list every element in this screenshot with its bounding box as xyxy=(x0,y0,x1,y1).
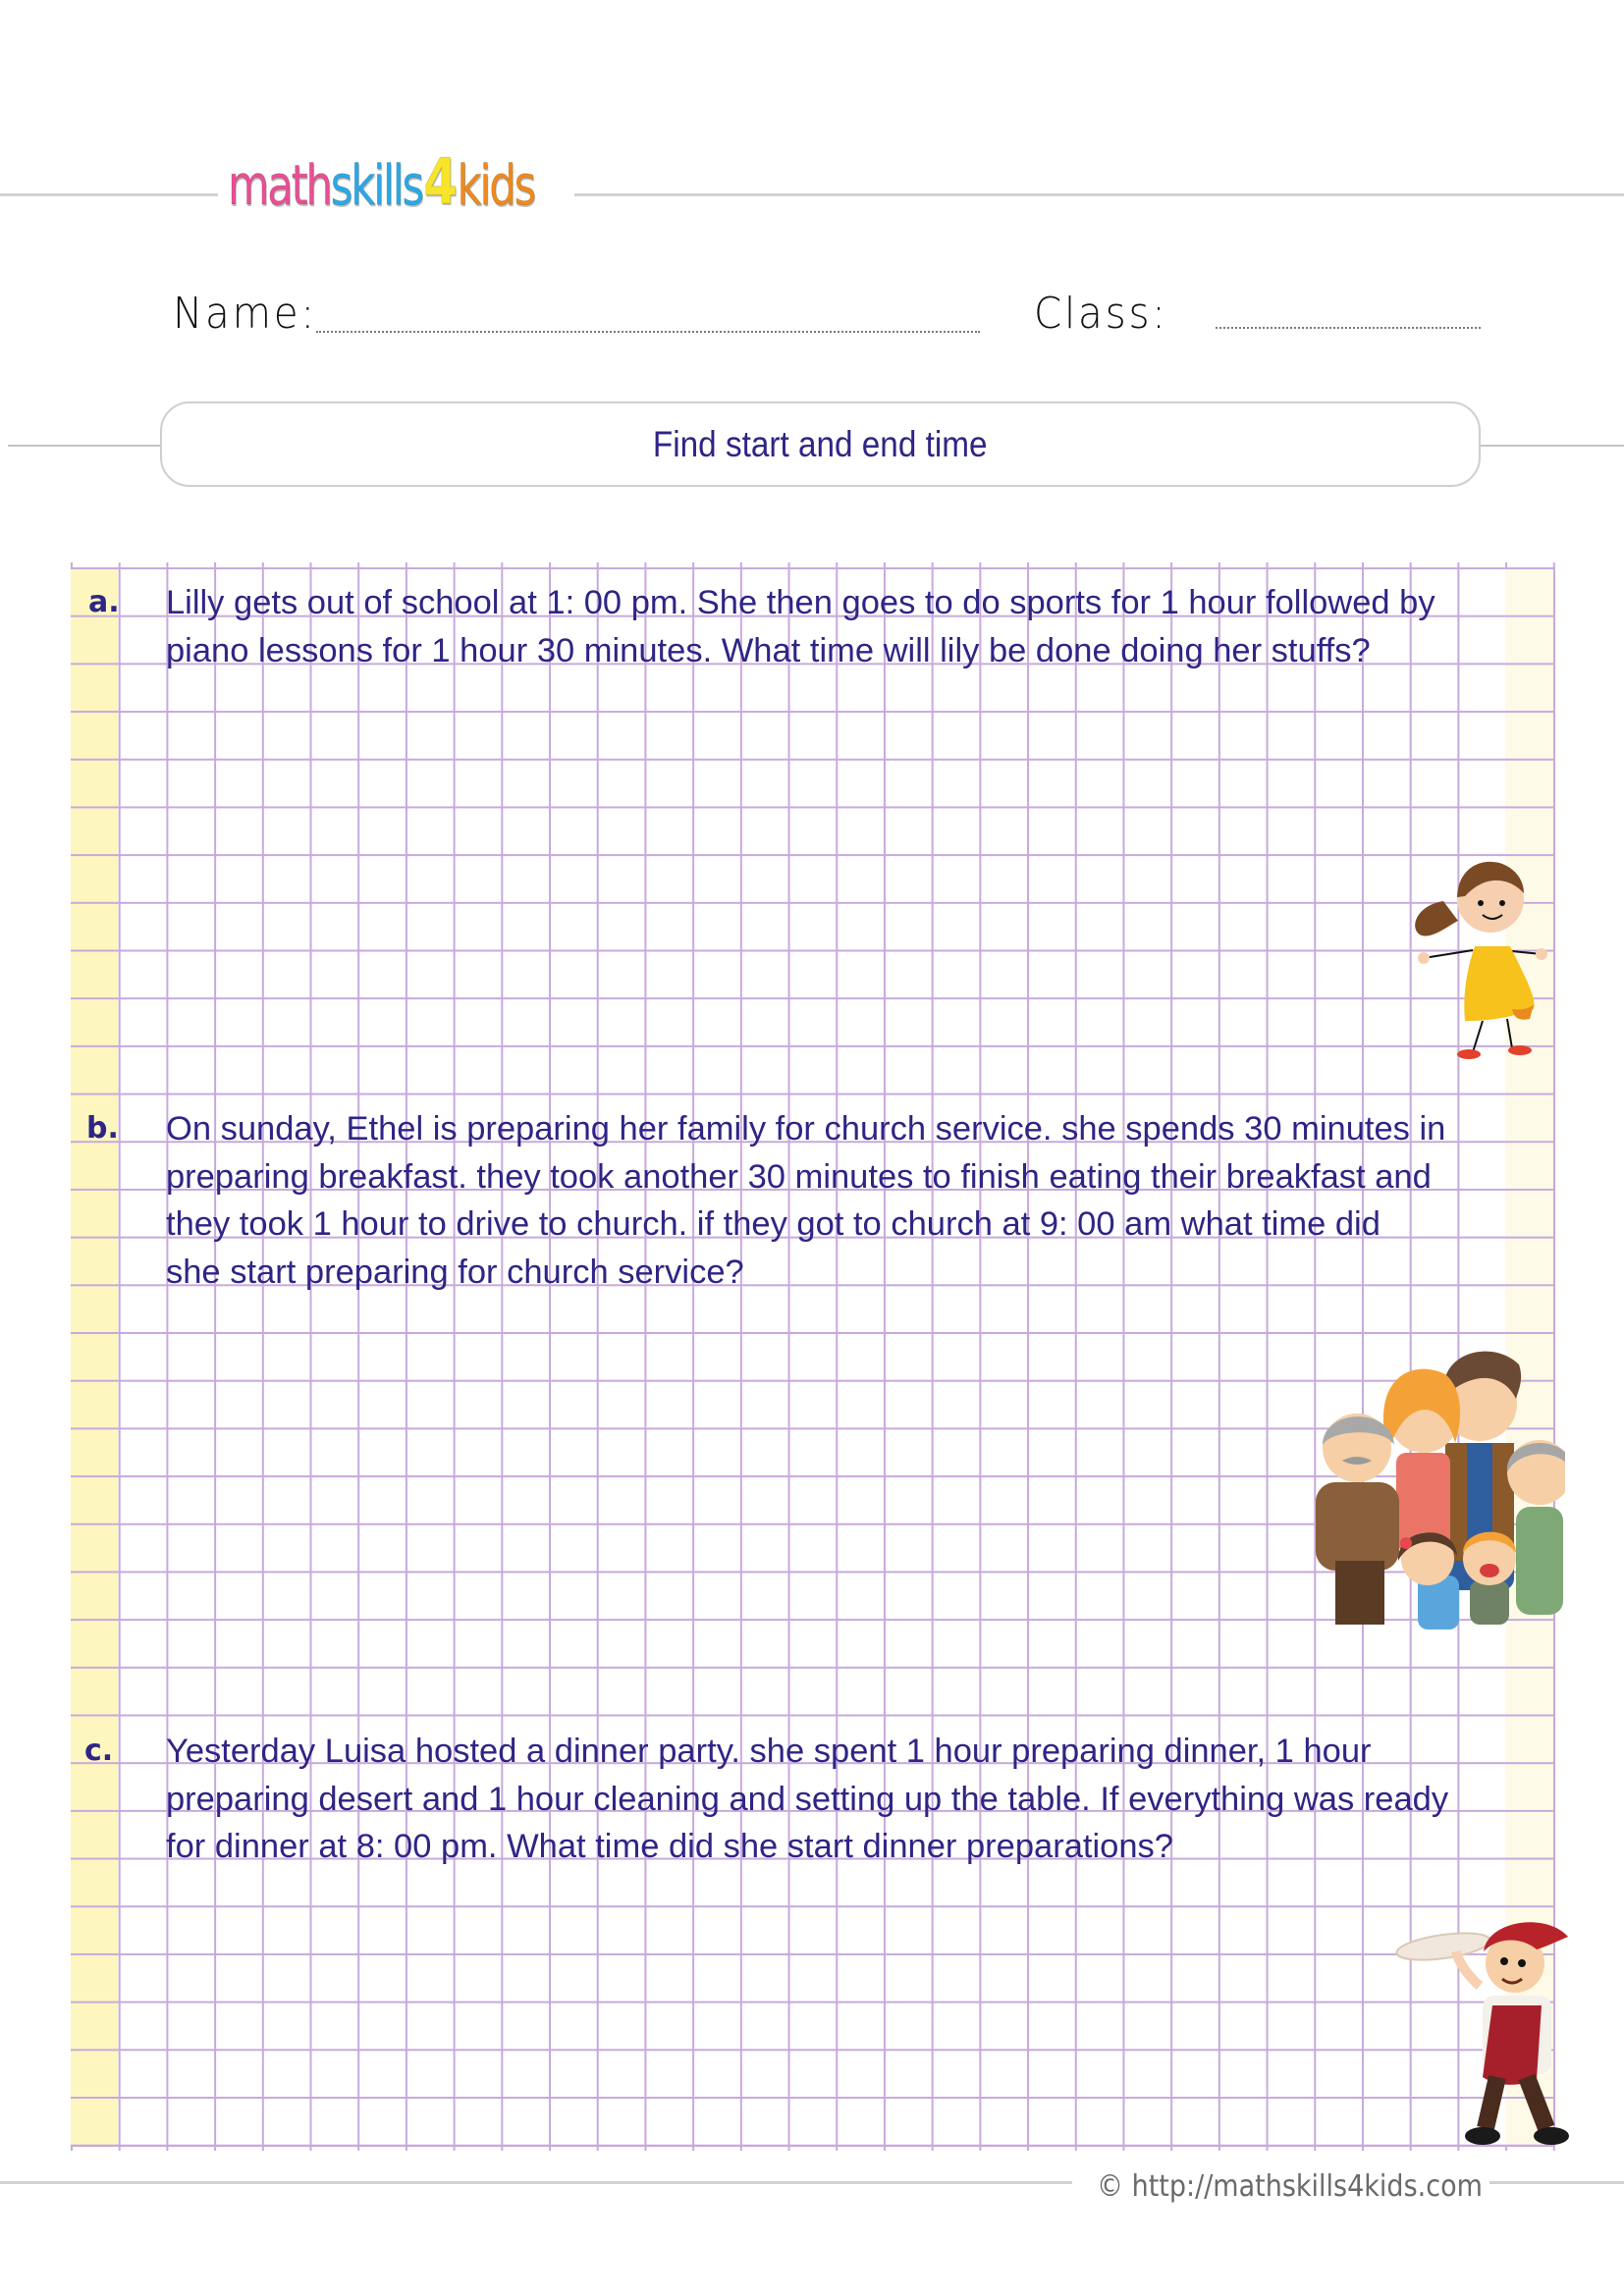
class-label: Class: xyxy=(1034,289,1168,339)
girl-in-yellow-dress-illustration xyxy=(1404,852,1551,1060)
worksheet-title: Find start and end time xyxy=(653,423,988,464)
question-b-label: b. xyxy=(86,1111,119,1146)
mathskills4kids-logo xyxy=(228,146,535,219)
header-rule-left xyxy=(0,193,218,196)
worksheet-title-box xyxy=(160,401,1481,487)
question-c-label: c. xyxy=(84,1734,114,1768)
logo-part-skills: skills xyxy=(330,154,422,218)
question-b-text xyxy=(166,1105,1560,1297)
name-field[interactable] xyxy=(316,331,980,333)
question-c-line-3: for dinner at 8: 00 pm. What time did she start dinner preparations? xyxy=(166,1828,1173,1866)
question-c-line-1: Yesterday Luisa hosted a dinner party. she spent 1 hour preparing dinner, 1 hour xyxy=(166,1733,1372,1770)
title-rule-left xyxy=(8,445,160,447)
logo-part-kids: kids xyxy=(457,154,535,218)
footer-rule-right xyxy=(1489,2181,1624,2184)
question-c-text xyxy=(166,1728,1560,1871)
class-field[interactable] xyxy=(1216,327,1481,329)
question-b-line-1: On sunday, Ethel is preparing her family for church service. she spends 30 minutes in xyxy=(166,1110,1446,1148)
grid-bottom-ticks xyxy=(71,2145,1555,2151)
left-margin-column xyxy=(71,567,118,2145)
question-a-text xyxy=(166,579,1560,674)
question-c-line-2: preparing desert and 1 hour cleaning and setting up the table. If everything was ready xyxy=(166,1780,1449,1818)
logo-part-4: 4 xyxy=(423,146,456,219)
footer-rule-left xyxy=(0,2181,1072,2184)
question-a-label: a. xyxy=(88,585,120,619)
question-a-line-1: Lilly gets out of school at 1: 00 pm. She then goes to do sports for 1 hour followed by xyxy=(166,584,1435,621)
name-label: Name: xyxy=(173,289,317,339)
header-rule-right xyxy=(574,193,1624,196)
question-b-line-3: they took 1 hour to drive to church. if they got to church at 9: 00 am what time did xyxy=(166,1205,1380,1244)
question-a-line-2: piano lessons for 1 hour 30 minutes. What time will lily be done doing her stuffs? xyxy=(166,631,1371,669)
logo-part-math: math xyxy=(228,154,331,218)
pizza-chef-illustration xyxy=(1389,1912,1578,2148)
title-rule-right xyxy=(1481,445,1624,447)
footer-copyright-link[interactable]: © http://mathskills4kids.com xyxy=(1097,2169,1483,2204)
question-b-line-2: preparing breakfast. they took another 30 minutes to finish eating their breakfast and xyxy=(166,1157,1432,1196)
family-group-illustration xyxy=(1298,1335,1565,1634)
question-b-line-4: she start preparing for church service? xyxy=(166,1254,744,1292)
